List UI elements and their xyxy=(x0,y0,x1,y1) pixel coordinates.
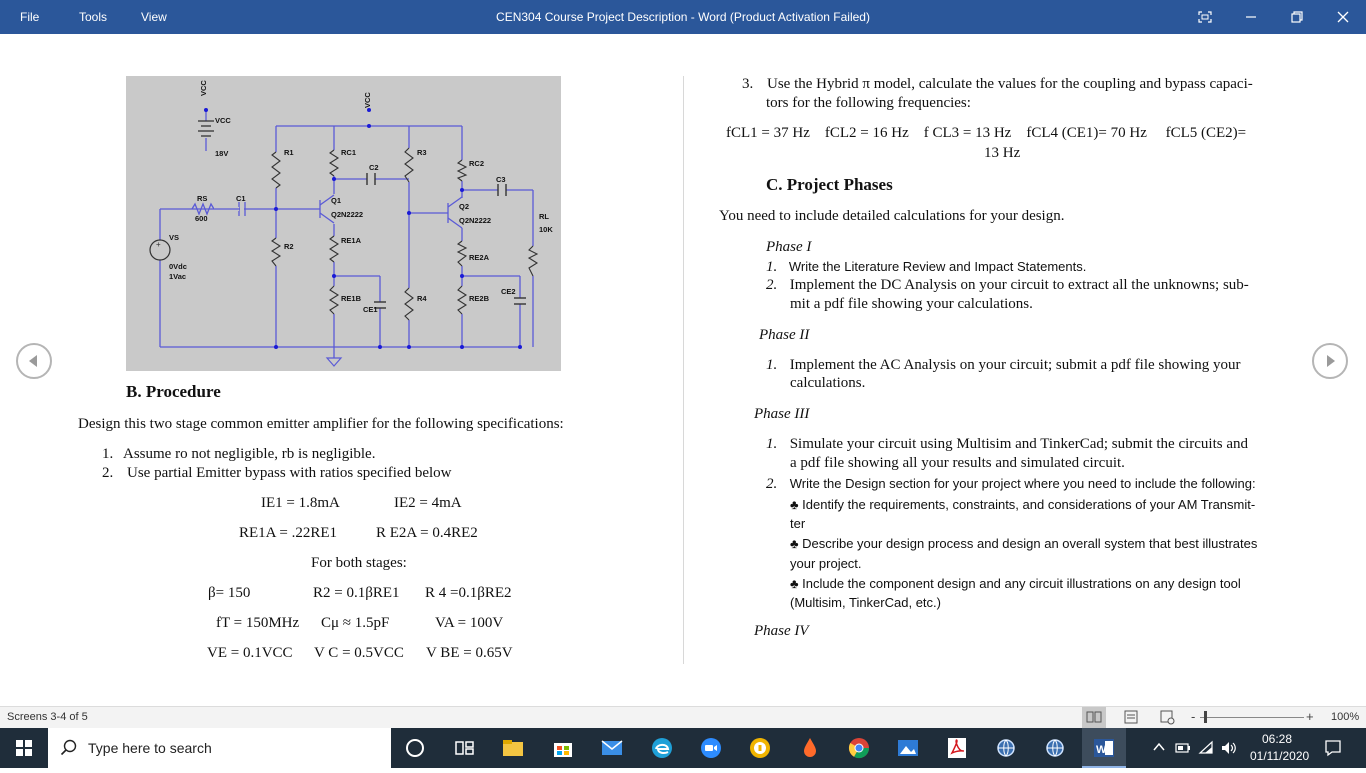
label-vcc-1: VCC xyxy=(199,80,208,96)
spec-beta: β= 150 xyxy=(208,585,251,601)
label-re1a: RE1A xyxy=(341,236,362,245)
notification-icon[interactable] xyxy=(1323,738,1343,758)
list-text: Write the Design section for your project where you need to include the following: xyxy=(789,476,1256,491)
procedure-item-1 xyxy=(102,446,375,463)
start-button[interactable] xyxy=(0,728,48,768)
menu-tools[interactable]: Tools xyxy=(79,10,108,24)
spec-both-stages: For both stages: xyxy=(311,555,407,571)
procedure-item-2 xyxy=(102,465,452,482)
network-globe-2-icon[interactable] xyxy=(1043,736,1067,760)
spec-re2a: R E2A = 0.4RE2 xyxy=(376,525,478,541)
search-box[interactable] xyxy=(48,728,391,768)
bullet-1-line-1: ♣ Identify the requirements, constraints, and considerations of your AM Transmit- xyxy=(790,497,1256,512)
frequencies-line-2: 13 Hz xyxy=(984,145,1021,161)
item-3-line-2: tors for the following frequencies: xyxy=(766,95,971,111)
zoom-out-button[interactable]: - xyxy=(1191,709,1196,724)
focus-mode-icon[interactable] xyxy=(1182,0,1228,34)
edge-icon[interactable] xyxy=(650,736,674,760)
spec-cmu: Cμ ≈ 1.5pF xyxy=(321,615,390,631)
bullet-2-line-1: ♣ Describe your design process and design an overall system that best illustrates xyxy=(790,536,1258,551)
list-number: 1. xyxy=(102,446,114,462)
label-c3: C3 xyxy=(496,175,506,184)
cortana-icon[interactable] xyxy=(403,736,427,760)
menu-view[interactable]: View xyxy=(141,10,167,24)
spec-r4: R 4 =0.1βRE2 xyxy=(425,585,512,601)
phase-1-title: Phase I xyxy=(766,239,812,255)
label-r2: R2 xyxy=(284,242,294,251)
volume-icon[interactable] xyxy=(1220,740,1238,756)
label-rl-value: 10K xyxy=(539,225,553,234)
zoom-level[interactable]: 100% xyxy=(1331,711,1360,723)
search-icon xyxy=(60,739,78,757)
procedure-heading: B. Procedure xyxy=(126,382,221,401)
taskbar xyxy=(0,728,1366,768)
label-vs: VS xyxy=(169,233,180,242)
battery-icon[interactable] xyxy=(1175,740,1191,756)
phase-1-item-2-cont: mit a pdf file showing your calculations. xyxy=(790,296,1033,312)
bullet-2-line-2: your project. xyxy=(790,556,862,571)
file-explorer-icon[interactable] xyxy=(501,736,525,760)
next-page-button[interactable] xyxy=(1312,343,1348,379)
label-rl: RL xyxy=(539,212,549,221)
label-rc1: RC1 xyxy=(341,148,357,157)
frequencies-line-1: fCL1 = 37 Hz fCL2 = 16 Hz f CL3 = 13 Hz fCL4 (CE1)= 70 Hz fCL5 (CE2)= xyxy=(726,125,1247,141)
phase-3-item-2 xyxy=(766,475,1256,493)
document-reading-area xyxy=(0,34,1366,706)
label-vs-ac: 1Vac xyxy=(169,272,187,281)
screen-counter: Screens 3-4 of 5 xyxy=(7,711,88,723)
label-q2: Q2 xyxy=(459,202,470,211)
label-q1-part: Q2N2222 xyxy=(331,210,364,219)
label-vcc-source: VCC xyxy=(215,116,231,125)
phases-heading: C. Project Phases xyxy=(766,175,893,194)
bullet-3-line-1: ♣ Include the component design and any circuit illustrations on any design tool xyxy=(790,576,1241,591)
chevron-left-icon xyxy=(18,345,50,377)
read-mode-icon xyxy=(1082,707,1106,728)
spec-ve: VE = 0.1VCC xyxy=(207,645,293,661)
photos-icon[interactable] xyxy=(896,736,920,760)
label-vs-dc: 0Vdc xyxy=(169,262,187,271)
task-view-icon[interactable] xyxy=(452,736,476,760)
list-text: Implement the DC Analysis on your circuit to extract all the unknowns; sub- xyxy=(789,277,1249,293)
label-r1: R1 xyxy=(284,148,294,157)
list-text: Simulate your circuit using Multisim and TinkerCad; submit the circuits and xyxy=(789,436,1249,452)
label-r3: R3 xyxy=(417,148,427,157)
label-q2-part: Q2N2222 xyxy=(459,216,492,225)
list-text: Use partial Emitter bypass with ratios specified below xyxy=(127,465,452,481)
zoom-slider[interactable] xyxy=(1200,717,1304,718)
procedure-intro: Design this two stage common emitter amplifier for the following specifications: xyxy=(78,416,564,432)
chevron-right-icon xyxy=(1314,345,1346,377)
search-placeholder: Type here to search xyxy=(88,740,212,756)
list-number: 2. xyxy=(766,277,778,293)
word-icon xyxy=(1092,736,1116,760)
label-18v: 18V xyxy=(215,149,229,158)
window-title: CEN304 Course Project Description - Word (Product Activation Failed) xyxy=(496,10,870,24)
phase-3-title: Phase III xyxy=(754,406,810,422)
label-ce1: CE1 xyxy=(363,305,378,314)
print-layout-button[interactable] xyxy=(1120,707,1142,728)
list-number: 1. xyxy=(766,357,778,373)
spec-ft: fT = 150MHz xyxy=(216,615,300,631)
zoom-app-icon[interactable] xyxy=(699,736,723,760)
item-3-line-1 xyxy=(742,76,1253,93)
list-text: Use the Hybrid π model, calculate the values for the coupling and bypass capaci- xyxy=(767,76,1253,92)
menu-file[interactable]: File xyxy=(20,10,40,24)
zoom-in-button[interactable]: + xyxy=(1306,709,1314,724)
spec-vbe: V BE = 0.65V xyxy=(426,645,513,661)
svg-text:W: W xyxy=(1096,744,1107,756)
mail-icon[interactable] xyxy=(600,736,624,760)
svg-text:+: + xyxy=(156,240,161,249)
list-number: 2. xyxy=(102,465,114,481)
spec-re1a: RE1A = .22RE1 xyxy=(239,525,338,541)
bullet-3-line-2: (Multisim, TinkerCad, etc.) xyxy=(790,595,941,610)
phase-2-item-1 xyxy=(766,356,1240,374)
shield-app-icon[interactable] xyxy=(748,736,772,760)
schematic-drawing xyxy=(126,76,561,371)
web-layout-icon xyxy=(1156,707,1178,728)
label-rs: RS xyxy=(197,194,208,203)
list-text: Write the Literature Review and Impact Statements. xyxy=(788,259,1087,274)
spec-ie2: IE2 = 4mA xyxy=(394,495,462,511)
label-vcc-2: VCC xyxy=(363,92,372,108)
restore-button[interactable] xyxy=(1274,0,1320,34)
list-text: Implement the AC Analysis on your circuit; submit a pdf file showing your xyxy=(789,357,1241,373)
clock-date[interactable]: 01/11/2020 xyxy=(1250,749,1310,763)
wifi-icon[interactable] xyxy=(1198,740,1214,756)
phase-3-item-1 xyxy=(766,435,1248,453)
status-bar xyxy=(0,706,1366,728)
label-c1: C1 xyxy=(236,194,246,203)
list-number: 3. xyxy=(742,76,754,92)
store-icon[interactable] xyxy=(551,736,575,760)
calculations-note: You need to include detailed calculations for your design. xyxy=(719,208,1065,224)
network-globe-icon[interactable] xyxy=(994,736,1018,760)
phase-1-item-2 xyxy=(766,276,1249,294)
label-c2: C2 xyxy=(369,163,379,172)
print-layout-icon xyxy=(1120,707,1142,728)
windows-logo-icon xyxy=(0,728,48,768)
web-layout-button[interactable] xyxy=(1156,707,1178,728)
label-re2b: RE2B xyxy=(469,294,490,303)
label-re2a: RE2A xyxy=(469,253,490,262)
page-divider xyxy=(683,76,684,664)
close-button[interactable] xyxy=(1320,0,1366,34)
phase-2-item-1-cont: calculations. xyxy=(790,375,866,391)
chevron-up-icon[interactable] xyxy=(1152,740,1166,754)
previous-page-button[interactable] xyxy=(16,343,52,379)
circuit-schematic xyxy=(126,76,561,371)
spec-ie1: IE1 = 1.8mA xyxy=(261,495,340,511)
list-text: Assume ro not negligible, rb is negligible. xyxy=(123,446,376,462)
phase-3-item-1-cont: a pdf file showing all your results and simulated circuit. xyxy=(790,455,1125,471)
label-re1b: RE1B xyxy=(341,294,362,303)
label-r4: R4 xyxy=(417,294,427,303)
phase-4-title: Phase IV xyxy=(754,623,809,639)
phase-2-title: Phase II xyxy=(759,327,810,343)
spec-r2: R2 = 0.1βRE1 xyxy=(313,585,400,601)
word-taskbar-button[interactable] xyxy=(1082,728,1126,768)
label-ce2: CE2 xyxy=(501,287,516,296)
title-bar xyxy=(0,0,1366,34)
list-number: 1. xyxy=(766,259,778,275)
list-number: 1. xyxy=(766,436,778,452)
minimize-button[interactable] xyxy=(1228,0,1274,34)
label-q1: Q1 xyxy=(331,196,342,205)
spec-va: VA = 100V xyxy=(435,615,504,631)
spec-vc: V C = 0.5VCC xyxy=(314,645,404,661)
acrobat-icon[interactable] xyxy=(945,736,969,760)
clock-time[interactable]: 06:28 xyxy=(1262,732,1293,746)
read-mode-button[interactable] xyxy=(1082,707,1106,728)
label-rc2: RC2 xyxy=(469,159,485,168)
chrome-icon[interactable] xyxy=(847,736,871,760)
label-rs-value: 600 xyxy=(195,214,208,223)
phase-1-item-1 xyxy=(766,259,1086,276)
zoom-slider-thumb[interactable] xyxy=(1204,711,1207,723)
list-number: 2. xyxy=(766,476,778,492)
paint-icon[interactable] xyxy=(798,736,822,760)
bullet-1-line-2: ter xyxy=(790,516,806,531)
